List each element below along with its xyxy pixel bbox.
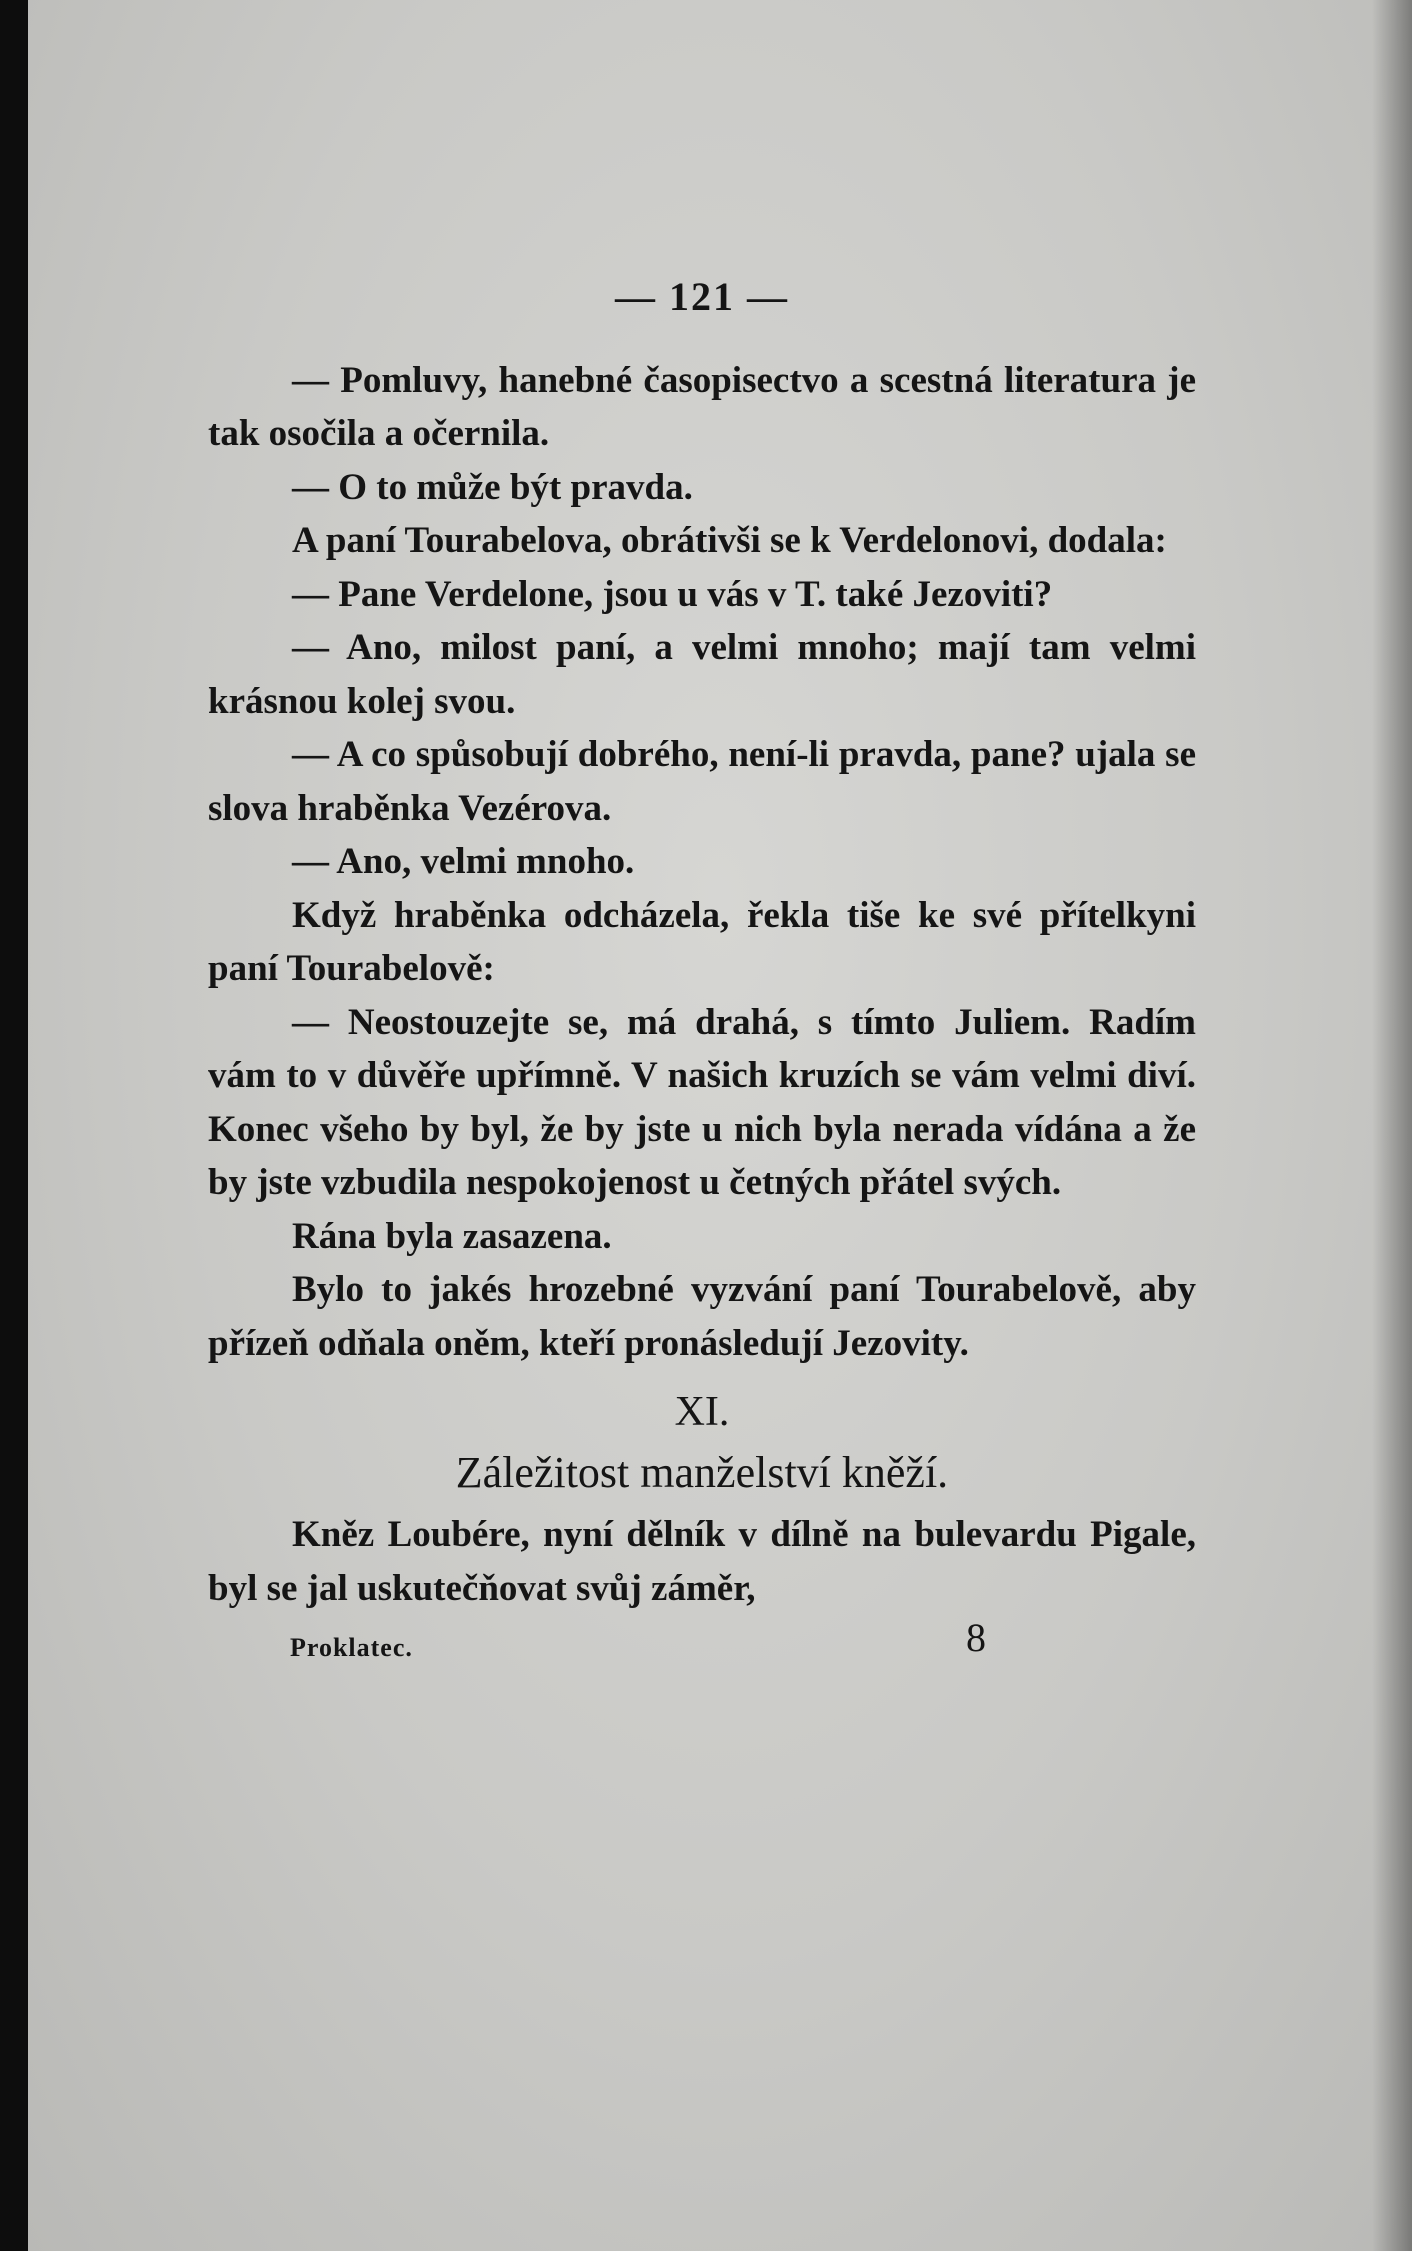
sheet-number: 8 <box>966 1615 986 1660</box>
paragraph: Když hraběnka odcházela, řekla tiše ke své přítelkyni paní Tourabelově: <box>208 894 1196 989</box>
paragraph: Kněz Loubére, nyní dělník v dílně na bulevardu Pigale, byl se jal uskutečňovat svůj záměr, <box>208 1514 1196 1609</box>
paragraph: A paní Tourabelova, obrátivši se k Verdelonovi, dodala: <box>292 520 1167 561</box>
scan-edge <box>0 0 28 2251</box>
paragraph: — Pane Verdelone, jsou u vás v T. také Jezoviti? <box>292 573 1053 615</box>
chapter-number: XI. <box>674 1389 730 1435</box>
page-footer <box>208 1617 1196 1661</box>
paragraph: — Pomluvy, hanebné časopisectvo a scestná literatura je tak osočila a očernila. <box>208 359 1196 454</box>
paragraph: — Ano, milost paní, a velmi mnoho; mají tam velmi krásnou kolej svou. <box>208 627 1196 722</box>
book-page <box>28 0 1412 2251</box>
paragraph: — O to může být pravda. <box>292 466 693 508</box>
page-shadow <box>1372 0 1412 2251</box>
chapter-title: Záležitost manželství kněží. <box>455 1448 949 1497</box>
paragraph: Rána byla zasazena. <box>292 1215 612 1257</box>
paragraph: Bylo to jakés hrozebné vyzvání paní Tourabelově, aby přízeň odňala oněm, kteří pronásledují Jezovity. <box>208 1269 1196 1364</box>
page-number: — 121 — <box>615 274 789 319</box>
paragraph: — Ano, velmi mnoho. <box>292 841 635 882</box>
text-block <box>208 270 1196 1661</box>
paragraph: — Neostouzejte se, má drahá, s tímto Juliem. Radím vám to v důvěře upřímně. V našich kruzích se vám velmi diví. Konec všeho by byl, že by jste u nich byla nerada vídána a že by jste vzbudila nespokojenost u četných přátel svých. <box>208 1001 1196 1203</box>
paragraph: — A co spůsobují dobrého, není-li pravda, pane? ujala se slova hraběnka Vezérova. <box>208 734 1196 829</box>
signature-mark: Proklatec. <box>290 1633 413 1662</box>
